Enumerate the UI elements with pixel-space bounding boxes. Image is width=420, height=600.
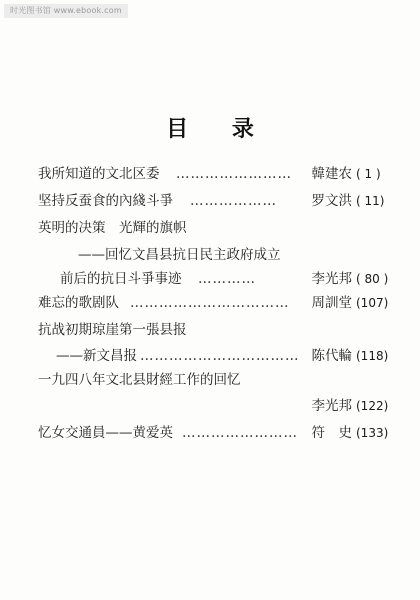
leader-dots: ……………… (190, 193, 277, 209)
toc-entry (0, 319, 420, 341)
toc-entry (0, 217, 420, 239)
toc-entry (0, 422, 420, 444)
toc-entry-author: 周訓堂 (311, 295, 352, 311)
toc-entry-subtitle (0, 244, 420, 266)
toc-entry-title: 忆女交通員——黄爱英 (38, 425, 173, 441)
toc-entry-page: (118) (356, 349, 389, 363)
toc-entry-author: 陈代輪 (311, 348, 352, 364)
toc-entry-author: 罗文洪 (311, 193, 352, 209)
toc-entry (0, 395, 420, 417)
page-title: 目 录 (166, 117, 272, 142)
toc-entry (0, 345, 420, 367)
toc-entry-page: (133) (356, 426, 389, 440)
toc-entry-title: 坚持反蚕食的內綫斗爭 (38, 193, 173, 209)
leader-dots: ………… (198, 271, 256, 287)
toc-entry-author: 李光邦 (311, 398, 352, 414)
toc-entry (0, 163, 420, 185)
toc-entry-subtitle-text: ——回忆文昌县抗日民主政府成立 (78, 247, 281, 263)
toc-entry-page: (107) (356, 296, 389, 310)
leader-dots: …………………… (182, 425, 298, 441)
toc-entry-title: 抗战初期琼崖第一張县报 (38, 322, 187, 338)
leader-dots: …………………………… (130, 295, 290, 311)
toc-entry (0, 292, 420, 314)
toc-entry-page: ( 11) (356, 194, 385, 208)
toc-entry-author: 符 史 (311, 425, 352, 441)
watermark: 时光图书馆 www.ebook.com (4, 4, 128, 18)
leader-dots: …………………………… (140, 348, 300, 364)
toc-entry-author: 李光邦 (311, 271, 352, 287)
leader-dots: …………………… (176, 166, 292, 182)
toc-entry (0, 369, 420, 391)
toc-entry-title: 一九四八年文北县財經工作的回忆 (38, 372, 241, 388)
toc-entry-title: 我所知道的文北区委 (38, 166, 160, 182)
toc-entry-title: 前后的抗日斗爭事迹 (60, 271, 182, 287)
toc-entry-title: 英明的决策 光輝的旗帜 (38, 220, 187, 236)
toc-entry-author: 韓建农 (311, 166, 352, 182)
toc-entry-title: ——新文昌报 (56, 348, 137, 364)
toc-entry-page: ( 1 ) (356, 167, 381, 181)
toc-entry (0, 190, 420, 212)
toc-entry (0, 268, 420, 290)
toc-entry-page: (122) (356, 399, 389, 413)
toc-entry-title: 难忘的歌剧队 (38, 295, 119, 311)
toc-entry-page: ( 80 ) (356, 272, 389, 286)
